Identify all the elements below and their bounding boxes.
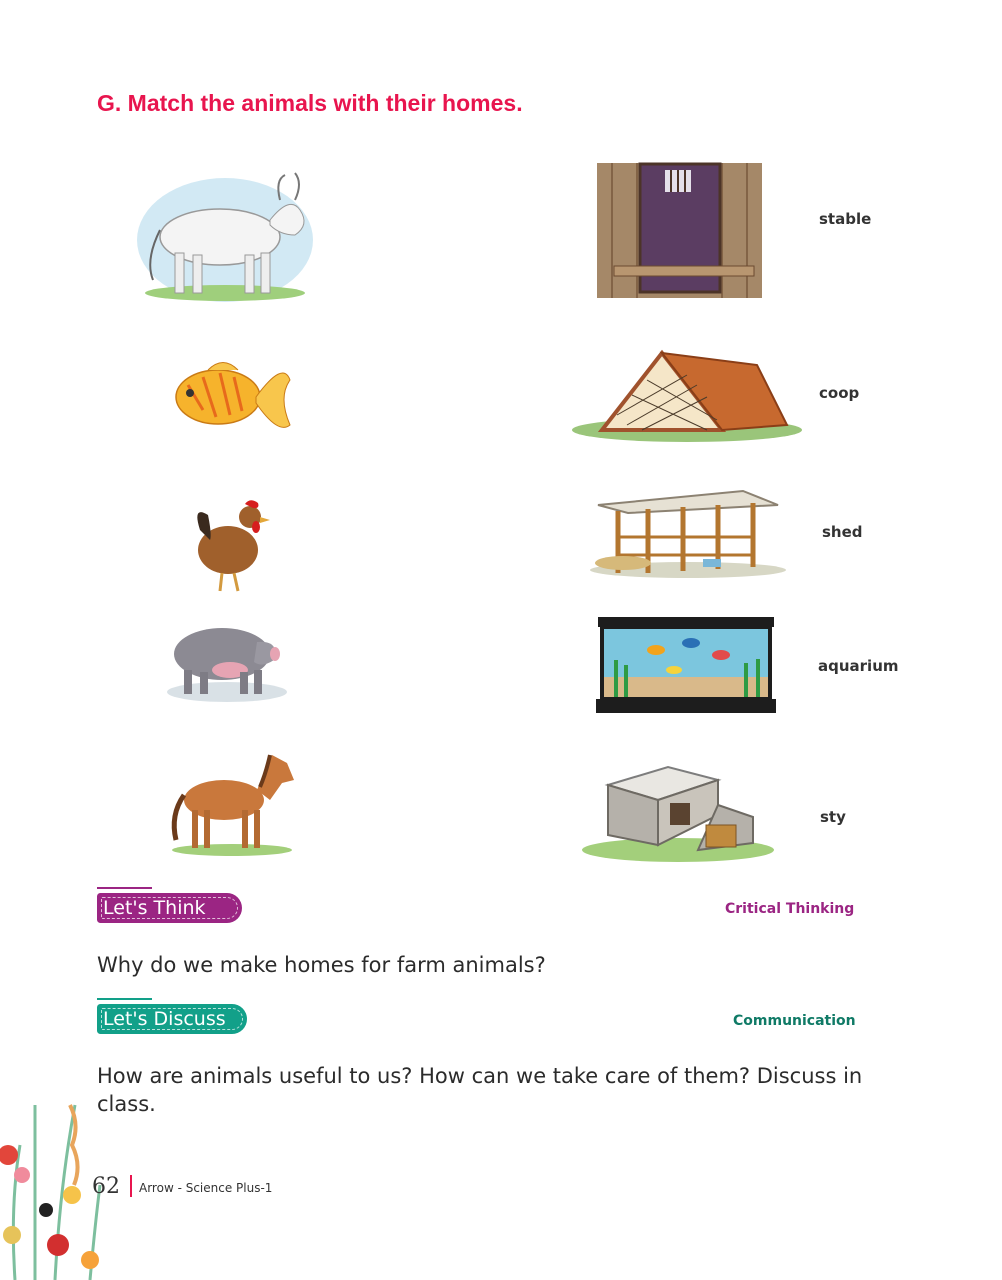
hen-image xyxy=(190,495,275,595)
home-label-aquarium: aquarium xyxy=(818,657,899,675)
book-title: Arrow - Science Plus-1 xyxy=(139,1181,273,1195)
discuss-question: How are animals useful to us? How can we take care of them? Discuss in class. xyxy=(97,1064,863,1116)
coop-image xyxy=(567,345,807,445)
home-label-stable: stable xyxy=(819,210,872,228)
shed-image xyxy=(588,485,788,580)
lets-discuss-tag: Let's Discuss xyxy=(97,1004,247,1034)
horse-image xyxy=(162,745,302,860)
stable-image xyxy=(592,158,767,300)
home-label-sty: sty xyxy=(820,808,846,826)
goldfish-image xyxy=(168,355,294,440)
critical-thinking-label: Critical Thinking xyxy=(725,901,855,917)
think-question: Why do we make homes for farm animals? xyxy=(97,953,546,977)
sty-image xyxy=(578,755,778,865)
lets-think-tag: Let's Think xyxy=(97,893,242,923)
home-label-shed: shed xyxy=(822,523,863,541)
communication-label: Communication xyxy=(733,1013,856,1029)
aquarium-image xyxy=(596,615,776,717)
page-number: 62 xyxy=(92,1174,120,1199)
footer-divider xyxy=(130,1175,132,1197)
pig-image xyxy=(162,612,297,712)
exercise-heading: G. Match the animals with their homes. xyxy=(97,90,523,116)
home-label-coop: coop xyxy=(819,384,860,402)
cow-image xyxy=(135,165,315,305)
